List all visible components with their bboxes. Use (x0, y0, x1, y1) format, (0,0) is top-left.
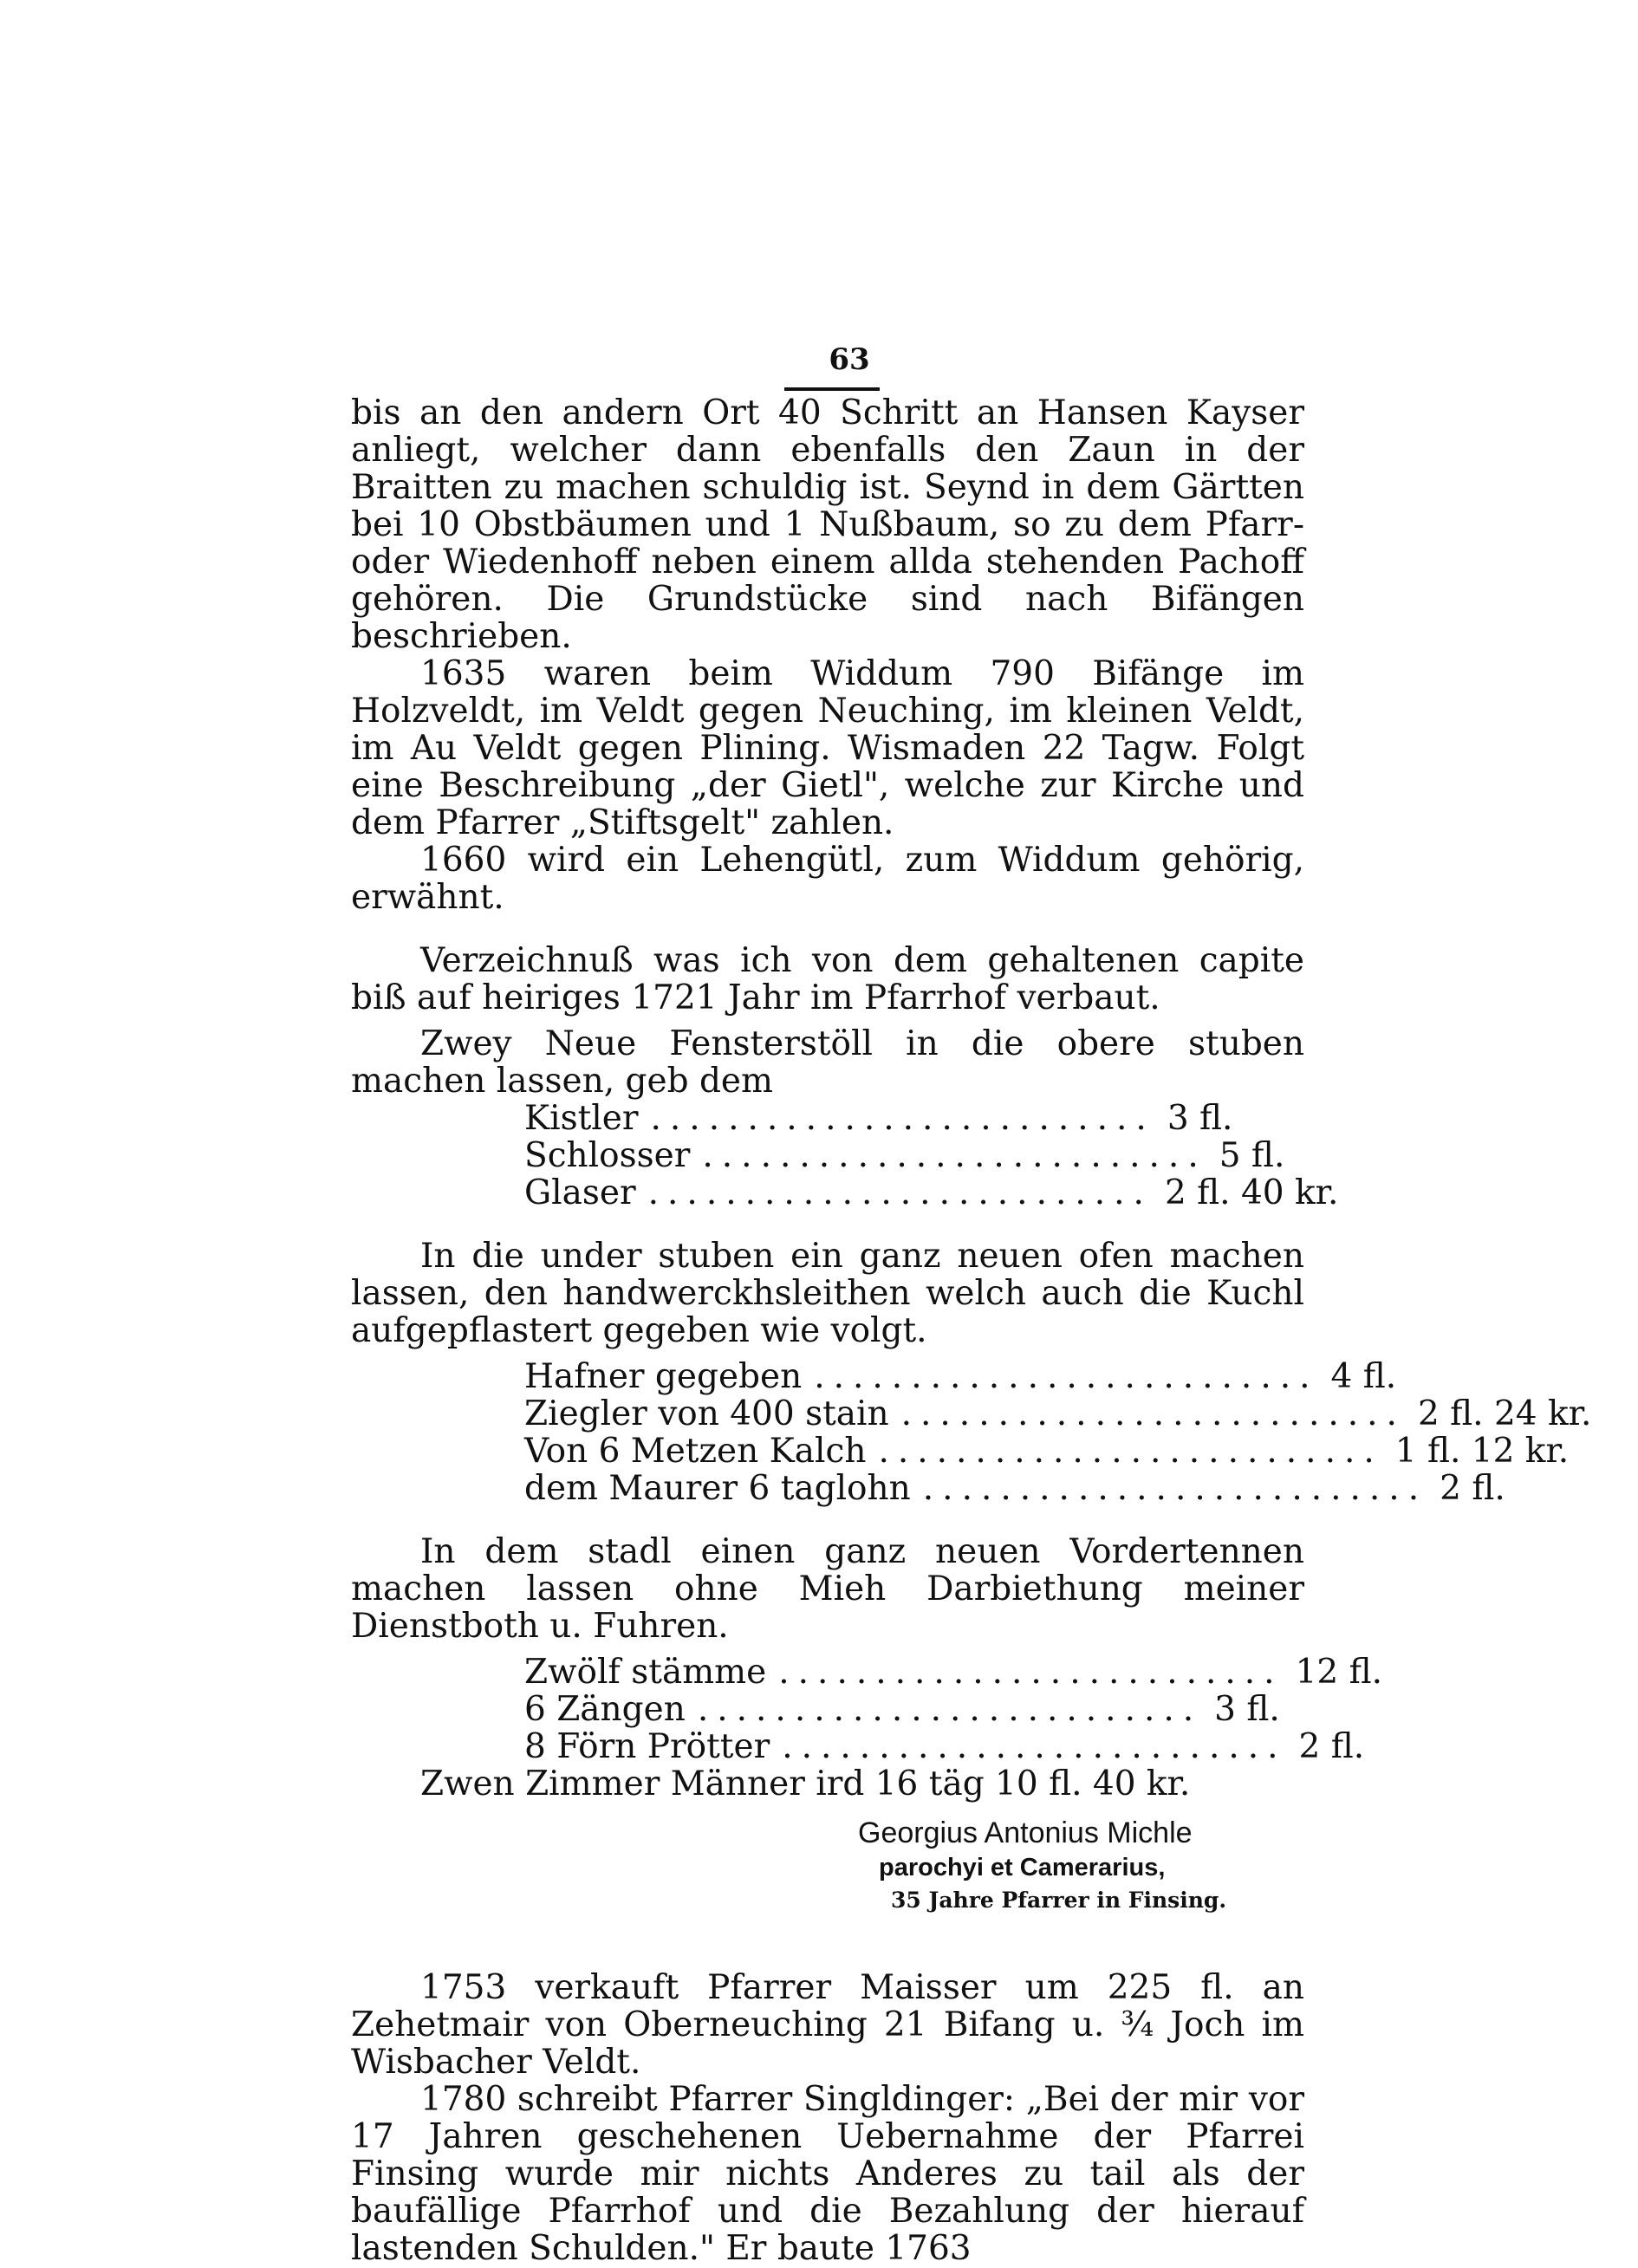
spacer (351, 1212, 1304, 1238)
ledger-dots: .......................... (778, 1653, 1284, 1692)
ledger-item: Ziegler von 400 stain (524, 1394, 889, 1433)
register-section1-intro: Zwey Neue Fensterstöll in die obere stuben machen lassen, geb dem (351, 1024, 1304, 1101)
ledger-row (524, 1173, 1339, 1212)
main-text (351, 393, 1592, 2268)
spacer (351, 916, 1304, 942)
ledger-amount: 2 fl. 24 kr. (1417, 1394, 1592, 1433)
signature-name: Georgius Antonius Michle (858, 1816, 1193, 1849)
paragraph-1635: 1635 waren beim Widdum 790 Bifänge im Holzveldt, im Veldt gegen Neuching, im kleinen Veldt, im Au Veldt gegen Plining. Wismaden 22 Tagw. Folgt eine Beschreibung „der Gietl", welche zur Kirche und dem Pfarrer „Stiftsgelt" zahlen. (351, 654, 1304, 842)
ledger-row (524, 1432, 1570, 1471)
ledger-item: 8 Förn Prötter (524, 1727, 770, 1766)
register-section3-intro: In dem stadl einen ganz neuen Vordertennen machen lassen ohne Mieh Darbiethung meiner Dienstboth u. Fuhren. (351, 1532, 1304, 1646)
ledger-item: Kistler (524, 1099, 639, 1138)
signature-title: parochyi et Camerarius, (879, 1854, 1166, 1881)
ledger-row (524, 1469, 1505, 1508)
register-section3-closing: Zwen Zimmer Männer ird 16 täg 10 fl. 40 kr. (420, 1764, 1191, 1803)
register-heading: Verzeichnuß was ich von dem gehaltenen capite biß auf heiriges 1721 Jahr im Pfarrhof verbaut. (351, 941, 1304, 1017)
ledger-amount: 2 fl. 40 kr. (1164, 1173, 1339, 1212)
ledger-amount: 1 fl. 12 kr. (1394, 1432, 1570, 1471)
ledger-item: Schlosser (524, 1136, 691, 1175)
ledger-amount: 2 fl. (1440, 1469, 1505, 1508)
ledger-amount: 12 fl. (1295, 1653, 1383, 1692)
ledger-amount: 4 fl. (1330, 1357, 1397, 1396)
signature-block (858, 1815, 1304, 1917)
ledger-item: Von 6 Metzen Kalch (524, 1432, 867, 1471)
ledger-row (524, 1727, 1365, 1766)
ledger-row (524, 1357, 1397, 1396)
ledger-section1 (524, 1099, 1339, 1212)
ledger-amount: 3 fl. (1214, 1690, 1280, 1729)
ledger-dots: .......................... (650, 1099, 1155, 1138)
page-number: 63 (829, 342, 870, 377)
spacer (351, 1507, 1304, 1533)
ledger-amount: 2 fl. (1298, 1727, 1365, 1766)
ledger-row (524, 1690, 1280, 1729)
paragraph-1660: 1660 wird ein Lehengütl, zum Widdum gehörig, erwähnt. (351, 841, 1304, 917)
paragraph-continuation: bis an den andern Ort 40 Schritt an Hansen Kayser anliegt, welcher dann ebenfalls den Zaun in der Braitten zu machen schuldig ist. Seynd in dem Gärtten bei 10 Obstbäumen und 1 Nußbaum, so zu dem Pfarr- oder Wiedenhoff neben einem allda stehenden Pachoff gehören. Die Grundstücke sind nach Bifängen beschrieben. (351, 393, 1304, 656)
ledger-dots: .......................... (900, 1394, 1406, 1433)
signature-note: 35 Jahre Pfarrer in Finsing. (891, 1888, 1227, 1913)
ledger-item: Zwölf stämme (524, 1653, 767, 1692)
ledger-item: 6 Zängen (524, 1690, 686, 1729)
ledger-dots: .......................... (647, 1173, 1153, 1212)
ledger-dots: .......................... (878, 1432, 1383, 1471)
ledger-item: Hafner gegeben (524, 1357, 803, 1396)
ledger-section2 (524, 1357, 1592, 1508)
ledger-dots: .......................... (697, 1690, 1203, 1729)
ledger-dots: .......................... (814, 1357, 1319, 1396)
ledger-item: Glaser (524, 1173, 636, 1212)
spacer (351, 1917, 1304, 1969)
ledger-row (524, 1136, 1285, 1175)
ledger-section3 (524, 1653, 1383, 1766)
ledger-dots: .......................... (922, 1469, 1428, 1508)
page-number-rule (784, 387, 880, 391)
register-section2-intro: In die under stuben ein ganz neuen ofen machen lassen, den handwerckhsleithen welch auch die Kuchl aufgepflastert gegeben wie volgt. (351, 1237, 1304, 1350)
ledger-dots: .......................... (782, 1727, 1287, 1766)
paragraph-1780: 1780 schreibt Pfarrer Singldinger: „Bei der mir vor 17 Jahren geschehenen Uebernahme der Pfarrei Finsing wurde mir nichts Anderes zu tail als der baufällige Pfarrhof und die Bezahlung der hierauf lastenden Schulden." Er baute 1763 (351, 2080, 1304, 2268)
ledger-dots: .......................... (702, 1136, 1207, 1175)
ledger-amount: 5 fl. (1219, 1136, 1285, 1175)
ledger-row (524, 1394, 1592, 1433)
ledger-row (524, 1099, 1233, 1138)
ledger-row (524, 1653, 1383, 1692)
ledger-amount: 3 fl. (1167, 1099, 1233, 1138)
ledger-item: dem Maurer 6 taglohn (524, 1469, 911, 1508)
paragraph-1753: 1753 verkauft Pfarrer Maisser um 225 fl. an Zehetmair von Oberneuching 21 Bifang u. ¾ Joch im Wisbacher Veldt. (351, 1968, 1304, 2082)
